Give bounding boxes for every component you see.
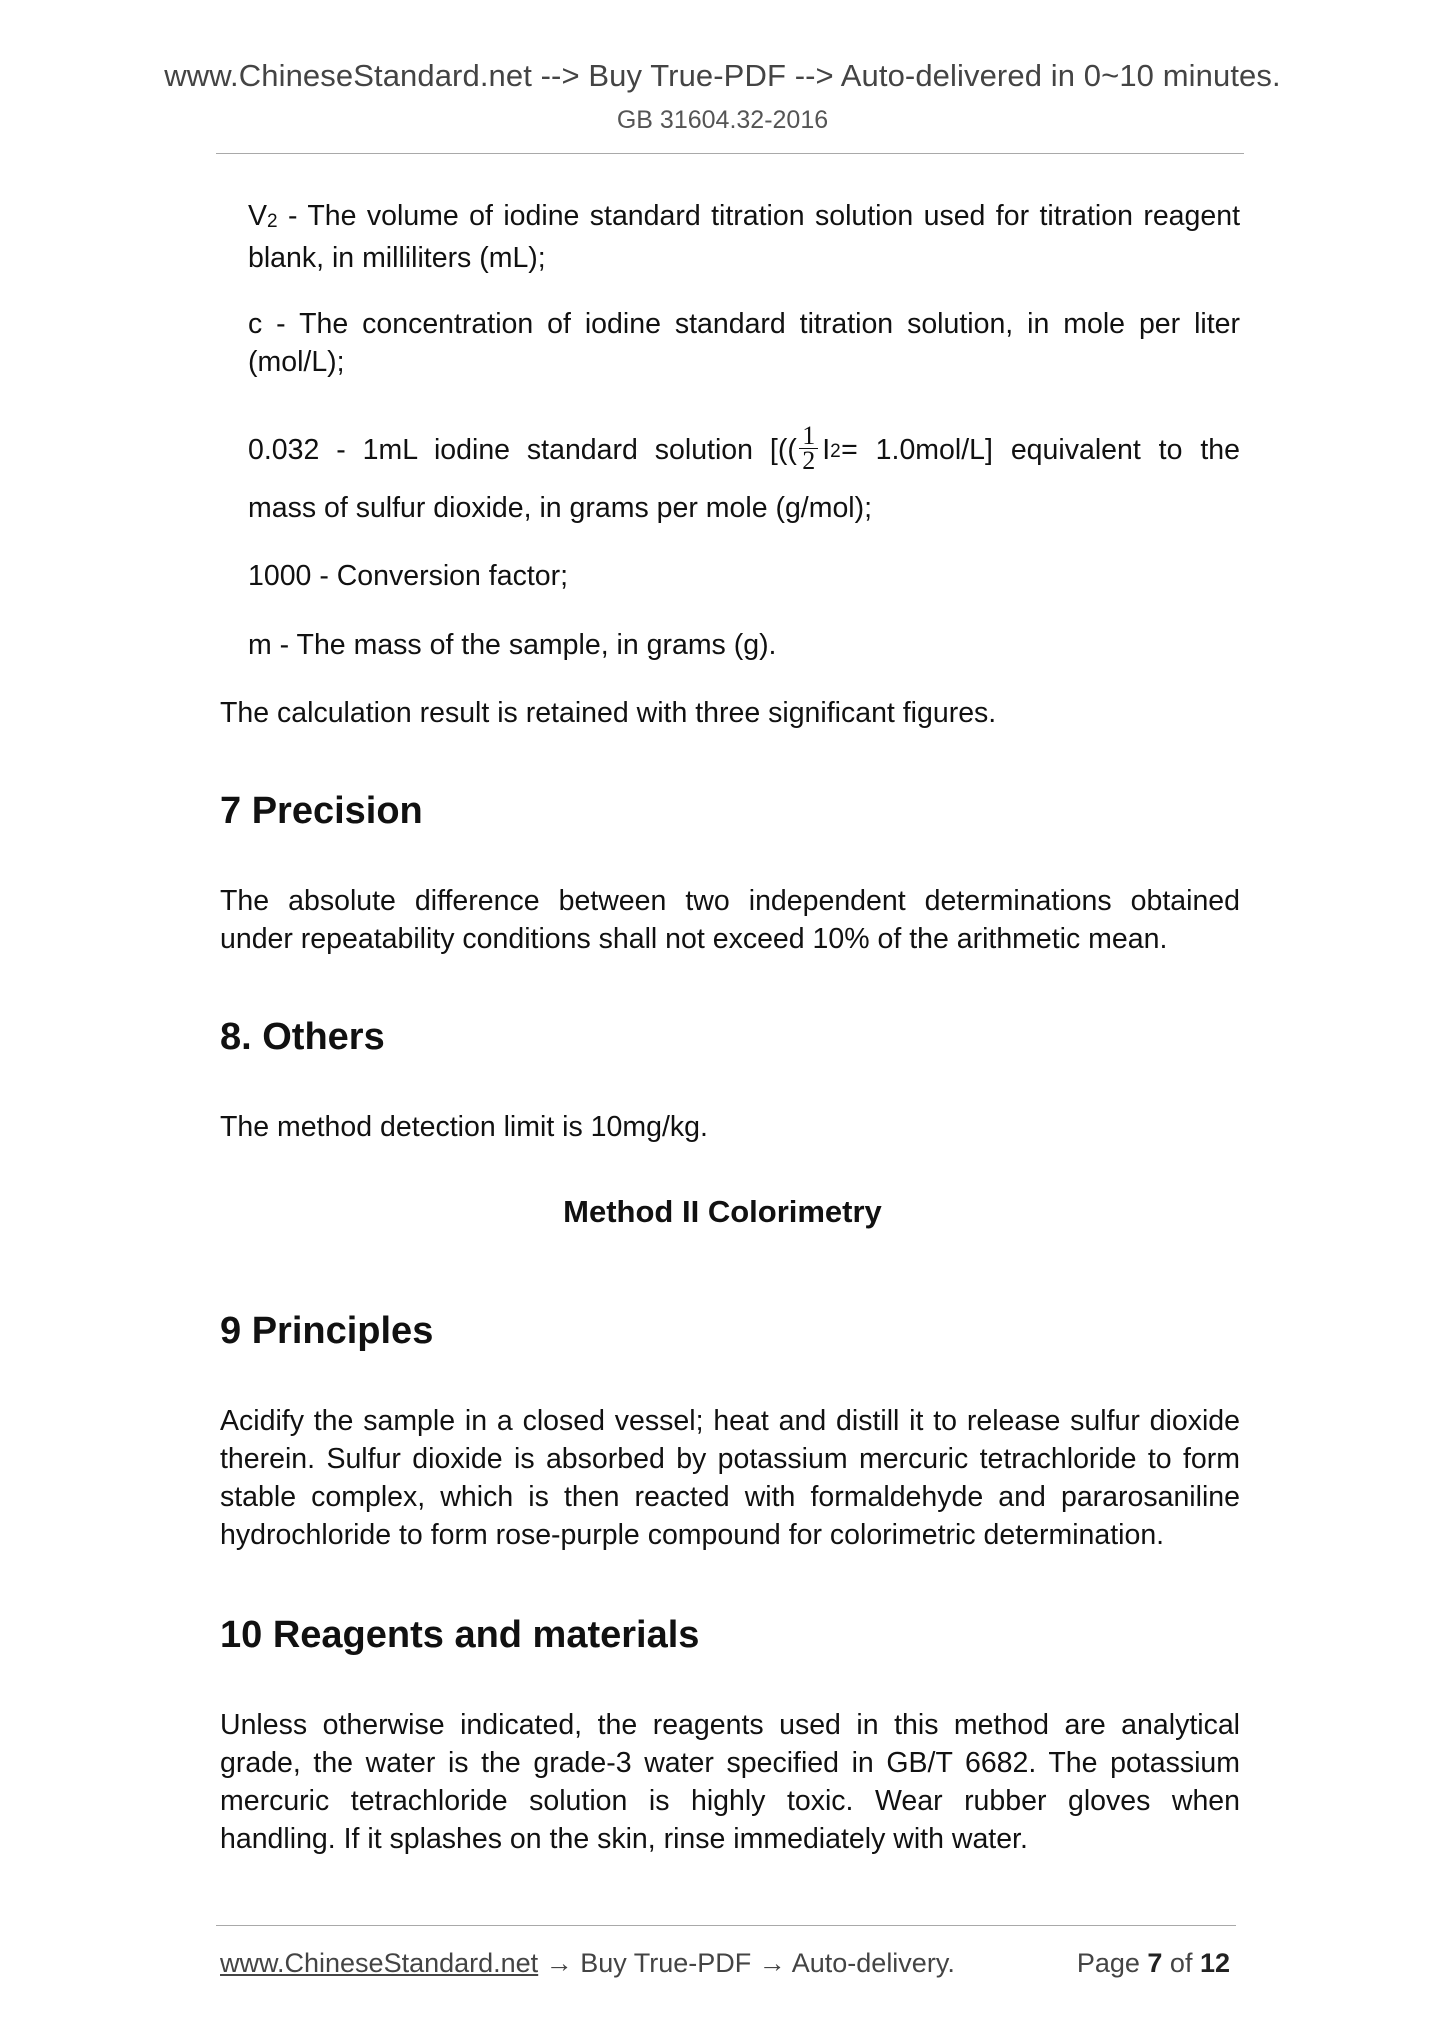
header-divider — [216, 153, 1244, 154]
section-10-body: Unless otherwise indicated, the reagents used in this method are analytical grade, the water is the grade-3 water specified in GB/T 6682. The potassium mercuric tetrachloride solution is highly toxic. Wear rubber gloves when handling. If it splashes on the skin, rinse immediately with water. — [220, 1709, 1240, 1855]
definition-1000: 1000 - Conversion factor; — [248, 560, 568, 592]
calculation-note: The calculation result is retained with three significant figures. — [220, 697, 997, 729]
v2-subscript: 2 — [267, 211, 278, 232]
f032-before: 0.032 - 1mL iodine standard solution [(( — [248, 434, 797, 466]
of-label: of — [1162, 1948, 1200, 1978]
one-half-fraction — [799, 420, 818, 475]
footer-divider — [216, 1925, 1236, 1926]
page-number: 7 — [1147, 1948, 1163, 1978]
section-10-title: 10 Reagents and materials — [220, 1614, 700, 1656]
definition-m: m - The mass of the sample, in grams (g). — [248, 629, 777, 661]
page-label: Page — [1076, 1948, 1148, 1978]
standard-id: GB 31604.32-2016 — [616, 106, 829, 134]
fraction-denominator: 2 — [802, 445, 816, 475]
iodine-symbol: I — [822, 434, 831, 466]
footer — [220, 1948, 1240, 1979]
definition-0032 — [248, 414, 1240, 494]
fraction-numerator: 1 — [799, 424, 818, 449]
definition-0032-line2: mass of sulfur dioxide, in grams per mole (g/mol); — [248, 492, 873, 524]
f032-after: = 1.0mol/L] equivalent to the — [841, 434, 1240, 466]
section-7-body: The absolute difference between two independent determinations obtained under repeatability conditions shall not exceed 10% of the arithmetic mean. — [220, 885, 1240, 955]
method-ii-title: Method II Colorimetry — [563, 1194, 882, 1229]
section-8-body: The method detection limit is 10mg/kg. — [220, 1111, 708, 1143]
v2-text: - The volume of iodine standard titration solution used for titration reagent blank, in milliliters (mL); — [248, 200, 1240, 274]
iodine-subscript: 2 — [830, 441, 841, 462]
section-8-title: 8. Others — [220, 1016, 385, 1058]
definition-v2 — [248, 197, 1240, 277]
page-total: 12 — [1199, 1948, 1230, 1978]
section-9-title: 9 Principles — [220, 1310, 434, 1352]
header-banner: www.ChineseStandard.net --> Buy True-PDF --> Auto-delivered in 0~10 minutes. — [164, 58, 1281, 93]
section-7-title: 7 Precision — [220, 790, 423, 832]
definition-c: c - The concentration of iodine standard titration solution, in mole per liter (mol/L); — [248, 308, 1240, 378]
v2-symbol: V — [248, 200, 268, 232]
footer-link[interactable]: www.ChineseStandard.net — [220, 1948, 539, 1978]
section-9-body: Acidify the sample in a closed vessel; heat and distill it to release sulfur dioxide therein. Sulfur dioxide is absorbed by potassium mercuric tetrachloride to form stable complex, which is then reacted with formaldehyde and pararosaniline hydrochloride to form rose-purple compound for colorimetric determination. — [220, 1405, 1240, 1551]
footer-tagline: → Buy True-PDF → Auto-delivery. — [538, 1948, 955, 1978]
page-indicator — [1077, 1948, 1230, 1979]
